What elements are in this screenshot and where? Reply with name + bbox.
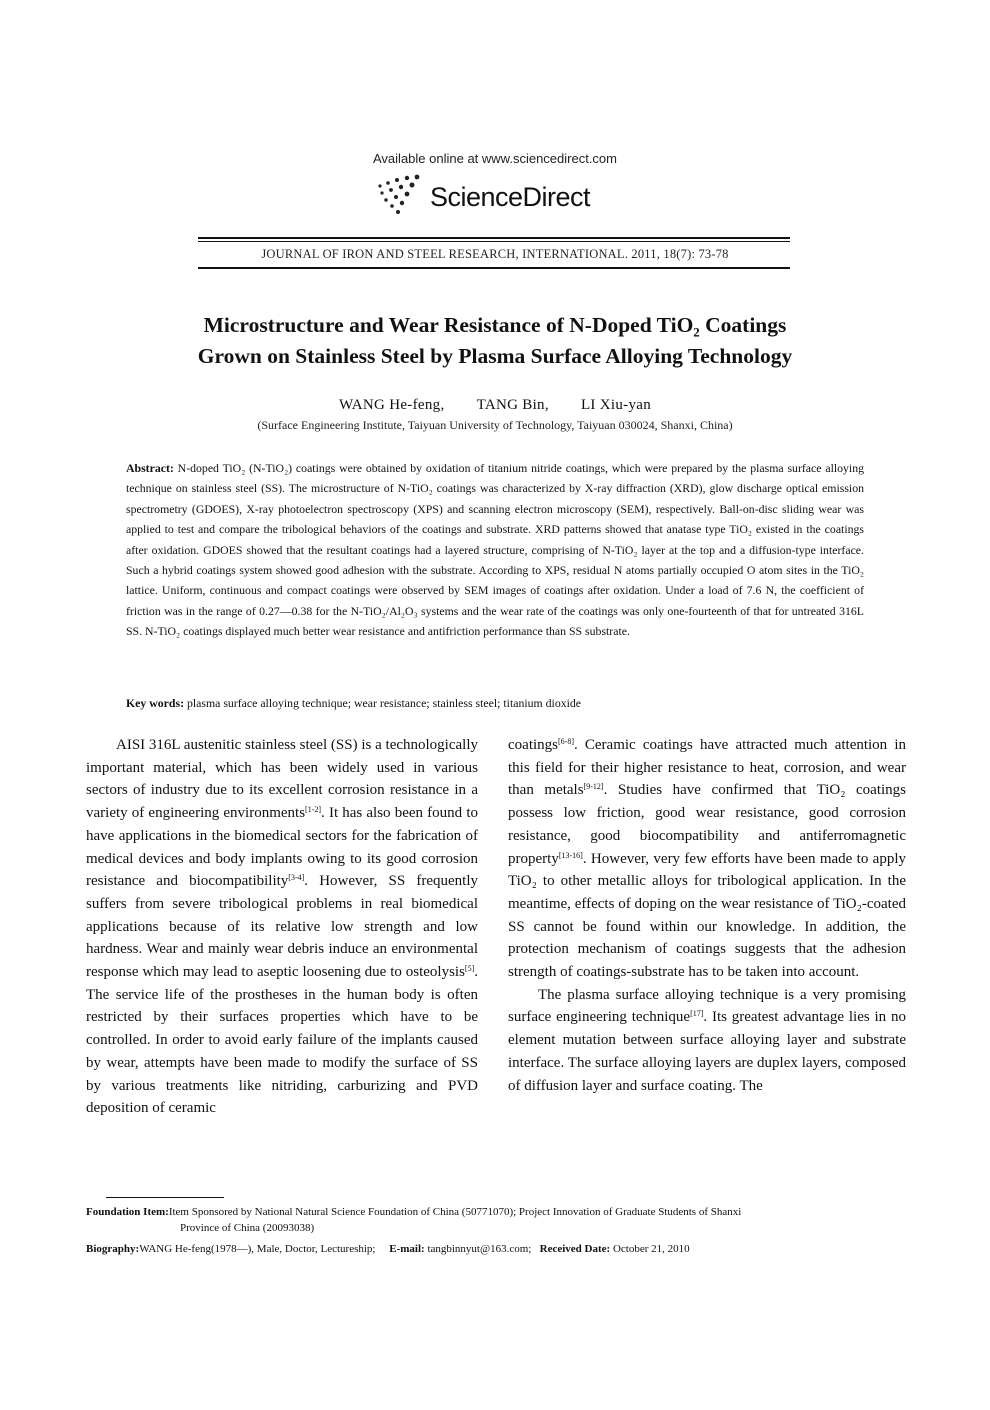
paragraph-intro-2 bbox=[508, 984, 906, 1098]
citation-ref[interactable]: [6-8] bbox=[558, 737, 574, 746]
keywords bbox=[126, 696, 864, 711]
text-run: . The service life of the prostheses in the human body is often restricted by their surfaces properties which have to be controlled. In order to avoid early failure of the implants caused by wear, attempts have been made to modify the surface of SS by various treatments like nitriding, carburizing and PVD deposition of ceramic bbox=[86, 964, 478, 1117]
text-run: AISI 316L austenitic stainless steel (SS) is a technologically important material, which has been widely used in various sectors of industry due to its excellent corrosion resistance in a variety of engineering environments bbox=[86, 737, 478, 822]
sciencedirect-logo[interactable] bbox=[372, 172, 632, 218]
text-run: . Its greatest advantage lies in no element mutation between surface alloying layer and substrate interface. The surface alloying layers are duplex layers, composed of diffusion layer and surface coating. The bbox=[508, 1009, 906, 1094]
author-1: WANG He-feng, bbox=[338, 397, 445, 413]
article-title-line-1: Microstructure and Wear Resistance of N-Doped TiO₂ Coatings bbox=[203, 313, 787, 337]
citation-ref[interactable]: [17] bbox=[690, 1009, 704, 1019]
citation-ref[interactable]: [9-12] bbox=[583, 782, 604, 792]
sciencedirect-wordmark: ScienceDirect bbox=[430, 182, 591, 212]
abstract-label: Abstract: bbox=[126, 461, 174, 475]
abstract bbox=[126, 458, 864, 642]
body-column-right bbox=[508, 734, 906, 1097]
affiliation: (Surface Engineering Institute, Taiyuan University of Technology, Taiyuan 030024, Shanxi, China) bbox=[257, 418, 733, 432]
foundation-footnote-cont: Province of China (20093038) bbox=[180, 1222, 315, 1234]
text-run: . However, SS frequently suffers from severe tribological problems in real biomedical applications because of its relative low strength and low hardness. Wear and mainly wear debris induce an environmental response which may lead to aseptic loosening due to osteolysis bbox=[86, 873, 479, 981]
article-title bbox=[60, 310, 930, 372]
journal-citation: JOURNAL OF IRON AND STEEL RESEARCH, INTERNATIONAL. 2011, 18(7): 73-78 bbox=[261, 247, 729, 261]
citation-ref[interactable]: [3-4] bbox=[288, 873, 305, 883]
keywords-text: plasma surface alloying technique; wear resistance; stainless steel; titanium dioxide bbox=[186, 696, 582, 710]
biography-footnote bbox=[86, 1241, 906, 1257]
text-run: The plasma surface alloying technique is a very promising surface engineering technique bbox=[508, 986, 906, 1026]
foundation-label: Foundation Item: bbox=[86, 1206, 169, 1218]
received-label: Received Date: bbox=[539, 1243, 611, 1255]
text-run: coatings bbox=[508, 737, 558, 753]
sciencedirect-dots-icon bbox=[372, 172, 428, 218]
citation-ref[interactable]: [5] bbox=[464, 964, 475, 974]
paragraph-intro-1 bbox=[86, 734, 478, 1120]
author-2: TANG Bin, bbox=[476, 397, 549, 413]
body-column-left bbox=[86, 734, 478, 1120]
available-online-text: Available online at www.sciencedirect.com bbox=[373, 151, 617, 166]
foundation-footnote bbox=[86, 1204, 906, 1220]
keywords-label: Key words: bbox=[126, 696, 184, 710]
email-label: E-mail: bbox=[389, 1243, 425, 1255]
header-rule-bottom bbox=[198, 267, 790, 269]
author-list bbox=[0, 397, 990, 414]
received-date: October 21, 2010 bbox=[612, 1243, 690, 1255]
text-run: . Studies have confirmed that TiO₂ coatings possess low friction, good wear resistance, good corrosion resistance, good biocompatibility and antiferromagnetic property bbox=[508, 782, 906, 867]
text-run: . It has also been found to have applications in the biomedical sectors for the fabrication of medical devices and body implants owing to its good corrosion resistance and biocompatibility bbox=[86, 805, 478, 890]
citation-ref[interactable]: [13-16] bbox=[558, 850, 583, 860]
article-title-line-2: Grown on Stainless Steel by Plasma Surface Alloying Technology bbox=[197, 344, 793, 368]
email-link[interactable]: tangbinnyut@163.com; bbox=[427, 1243, 532, 1255]
paragraph-intro-1-cont bbox=[508, 734, 906, 984]
header-rule-top bbox=[198, 237, 790, 239]
foundation-text: Item Sponsored by National Natural Science Foundation of China (50771070); Project Innovation of Graduate Students of Shanxi bbox=[168, 1206, 742, 1218]
footnote-rule bbox=[106, 1197, 224, 1198]
biography-label: Biography: bbox=[86, 1243, 140, 1255]
header-rule-top-thin bbox=[198, 241, 790, 242]
citation-ref[interactable]: [1-2] bbox=[305, 805, 322, 815]
text-run: . Ceramic coatings have attracted much attention in this field for their higher resistance to heat, corrosion, and wear than metals bbox=[508, 737, 906, 799]
biography-text: WANG He-feng(1978—), Male, Doctor, Lectureship; bbox=[139, 1243, 376, 1255]
author-3: LI Xiu-yan bbox=[580, 397, 652, 413]
text-run: . However, very few efforts have been made to apply TiO₂ to other metallic alloys for tribological application. In the meantime, effects of doping on the wear resistance of TiO₂-coated SS cannot be found within our knowledge. In addition, the protection mechanism of coatings suggests that the adhesion strength of coatings-substrate has to be taken into account. bbox=[508, 850, 906, 981]
abstract-text: N-doped TiO₂ (N-TiO₂) coatings were obtained by oxidation of titanium nitride coatings, which were prepared by the plasma surface alloying technique on stainless steel (SS). The microstructure of N-TiO₂ coatings was characterized by X-ray diffraction (XRD), glow discharge optical emission spectrometry (GDOES), X-ray photoelectron spectroscopy (XPS) and scanning electron microscopy (SEM), respectively. Ball-on-disc sliding wear was applied to test and compare the tribological behaviors of the coatings and substrate. XRD patterns showed that anatase type TiO₂ existed in the coatings after oxidation. GDOES showed that the resultant coatings had a layered structure, comprising of N-TiO₂ layer at the top and a diffusion-type interface. Such a hybrid coatings system showed good adhesion with the substrate. According to XPS, residual N atoms partially occupied O atom sites in the TiO₂ lattice. Uniform, continuous and compact coatings were observed by SEM images of coatings after oxidation. Under a load of 7.6 N, the coefficient of friction was in the range of 0.27—0.38 for the N-TiO₂/Al₂O₃ systems and the wear rate of the coatings was only one-fourteenth of that for untreated 316L SS. N-TiO₂ coatings displayed much better wear resistance and antifriction performance than SS substrate. bbox=[126, 461, 865, 639]
